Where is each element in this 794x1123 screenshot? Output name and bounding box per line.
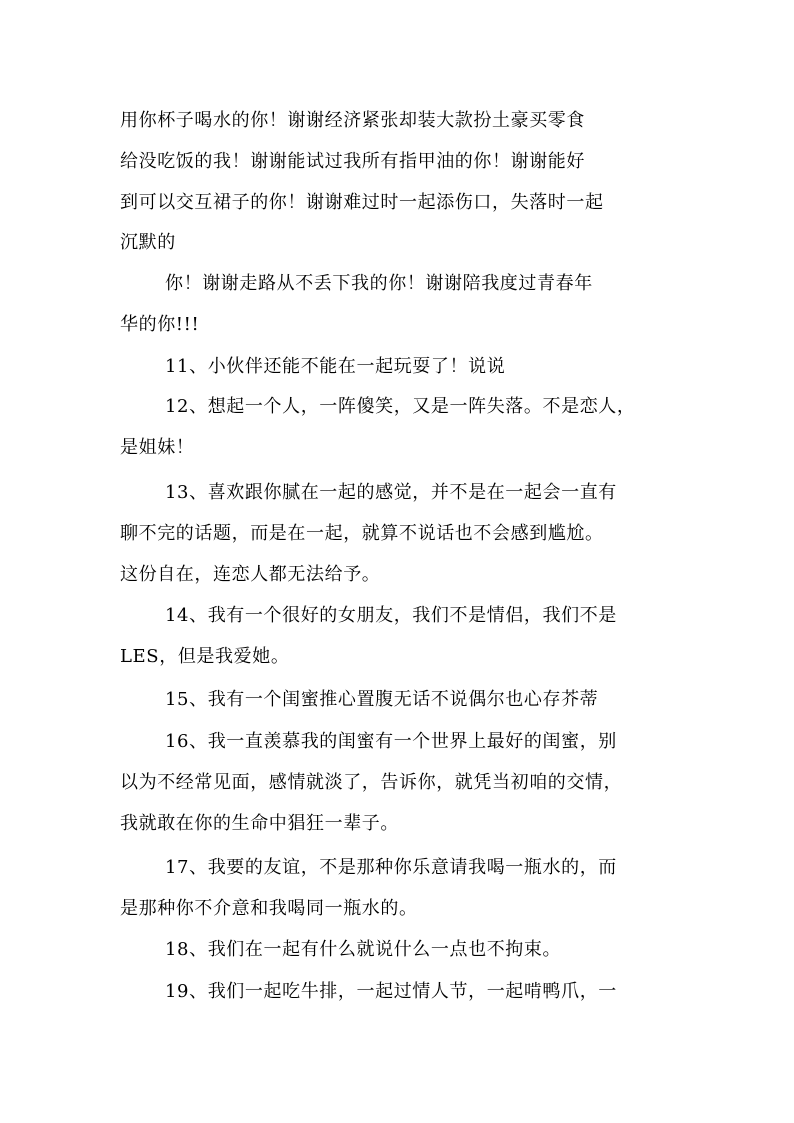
text-line: 14、我有一个很好的女朋友，我们不是情侣，我们不是 (165, 605, 617, 626)
text-line: 沉默的 (120, 232, 176, 253)
text-line: 17、我要的友谊，不是那种你乐意请我喝一瓶水的，而 (165, 857, 617, 878)
text-line: 我就敢在你的生命中猖狂一辈子。 (120, 813, 399, 834)
text-line: LES，但是我爱她。 (120, 646, 290, 667)
text-line: 是姐妹！ (120, 437, 195, 458)
text-line: 18、我们在一起有什么就说什么一点也不拘束。 (165, 939, 562, 960)
text-line: 15、我有一个闺蜜推心置腹无话不说偶尔也心存芥蒂 (165, 689, 599, 710)
text-line: 到可以交互裙子的你！谢谢难过时一起添伤口，失落时一起 (120, 192, 604, 213)
text-line: 12、想起一个人，一阵傻笑，又是一阵失落。不是恋人， (165, 396, 636, 417)
text-line: 这份自在，连恋人都无法给予。 (120, 564, 381, 585)
text-line: 给没吃饭的我！谢谢能试过我所有指甲油的你！谢谢能好 (120, 151, 585, 172)
text-line: 11、小伙伴还能不能在一起玩耍了！说说 (165, 356, 506, 377)
text-line: 13、喜欢跟你腻在一起的感觉，并不是在一起会一直有 (165, 482, 617, 503)
text-line: 聊不完的话题，而是在一起，就算不说话也不会感到尴尬。 (120, 523, 604, 544)
text-line: 以为不经常见面，感情就淡了，告诉你，就凭当初咱的交情， (120, 772, 623, 793)
text-line: 你！谢谢走路从不丢下我的你！谢谢陪我度过青春年 (165, 273, 593, 294)
text-line: 华的你!!! (120, 314, 200, 335)
text-line: 16、我一直羡慕我的闺蜜有一个世界上最好的闺蜜，别 (165, 731, 617, 752)
text-line: 是那种你不介意和我喝同一瓶水的。 (120, 898, 418, 919)
text-line: 19、我们一起吃牛排，一起过情人节，一起啃鸭爪，一 (165, 981, 617, 1002)
text-line: 用你杯子喝水的你！谢谢经济紧张却装大款扮土豪买零食 (120, 110, 585, 131)
